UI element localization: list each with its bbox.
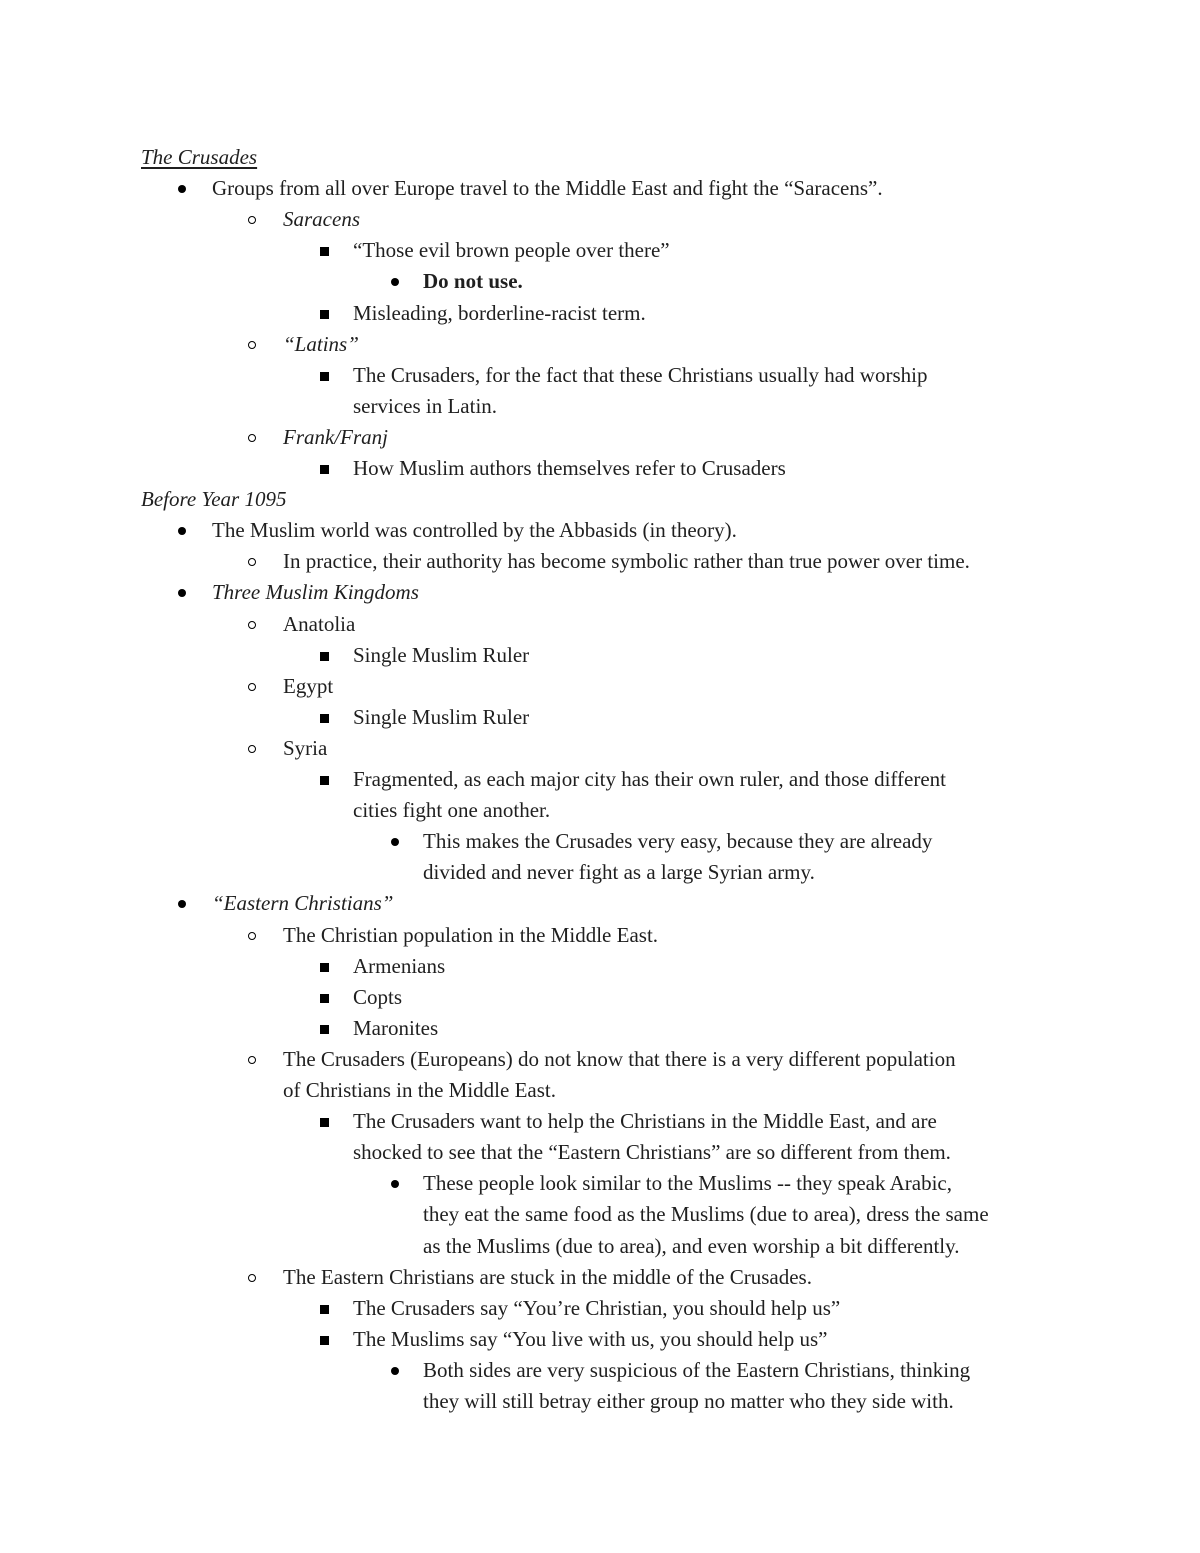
circle-bullet-icon [243, 1262, 263, 1293]
circle-bullet-icon [243, 546, 263, 577]
square-bullet-icon [314, 702, 334, 733]
item-text: as the Muslims (due to area), and even worship a bit differently. [423, 1233, 960, 1258]
item-text: The Crusaders want to help the Christians in the Middle East, and are [353, 1109, 937, 1134]
disc-bullet-icon [385, 1355, 405, 1386]
item-text: divided and never fight as a large Syrian army. [423, 860, 815, 885]
circle-bullet-icon [243, 329, 263, 360]
item-text: they will still betray either group no matter who they side with. [423, 1389, 954, 1413]
item-text: Misleading, borderline-racist term. [353, 300, 646, 325]
circle-bullet-icon [243, 920, 263, 951]
square-bullet-icon [314, 1013, 334, 1044]
square-bullet-icon [314, 453, 334, 484]
item-text: Egypt [283, 673, 334, 698]
item-text: In practice, their authority has become symbolic rather than true power over time. [283, 549, 970, 574]
item-text: Anatolia [283, 611, 356, 636]
item-text: services in Latin. [353, 393, 498, 418]
disc-bullet-icon [172, 515, 192, 546]
square-bullet-icon [314, 235, 334, 266]
square-bullet-icon [314, 640, 334, 671]
item-text: “Latins” [283, 331, 359, 356]
circle-bullet-icon [243, 671, 263, 702]
item-text: “Eastern Christians” [212, 891, 394, 916]
item-text: The Muslims say “You live with us, you should help us” [353, 1326, 828, 1351]
item-text: Both sides are very suspicious of the Eastern Christians, thinking [423, 1357, 971, 1382]
disc-bullet-icon [385, 826, 405, 857]
item-text: cities fight one another. [353, 798, 551, 823]
circle-bullet-icon [243, 609, 263, 640]
item-text: How Muslim authors themselves refer to Crusaders [353, 456, 786, 480]
square-bullet-icon [314, 951, 334, 982]
item-text: Copts [353, 984, 403, 1009]
square-bullet-icon [314, 1293, 334, 1324]
square-bullet-icon [314, 982, 334, 1013]
item-text: Before Year 1095 [141, 487, 287, 512]
item-text: The Crusaders (Europeans) do not know that there is a very different population [283, 1046, 956, 1071]
item-text: Three Muslim Kingdoms [212, 580, 419, 605]
item-text: The Crusaders say “You’re Christian, you should help us” [353, 1295, 841, 1320]
item-text: Single Muslim Ruler [353, 704, 530, 729]
item-text: shocked to see that the “Eastern Christians” are so different from them. [353, 1140, 951, 1165]
circle-bullet-icon [243, 733, 263, 764]
disc-bullet-icon [172, 888, 192, 919]
disc-bullet-icon [385, 1168, 405, 1199]
square-bullet-icon [314, 1324, 334, 1355]
item-text: The Crusades [141, 145, 258, 169]
item-text: The Eastern Christians are stuck in the middle of the Crusades. [283, 1264, 812, 1289]
circle-bullet-icon [243, 422, 263, 453]
item-text: Frank/Franj [283, 424, 388, 449]
item-text: The Crusaders, for the fact that these Christians usually had worship [353, 362, 928, 387]
square-bullet-icon [314, 764, 334, 795]
item-text: Groups from all over Europe travel to the Middle East and fight the “Saracens”. [212, 176, 883, 201]
square-bullet-icon [314, 298, 334, 329]
item-text: “Those evil brown people over there” [353, 238, 670, 263]
item-text: Fragmented, as each major city has their own ruler, and those different [353, 767, 946, 791]
circle-bullet-icon [243, 1044, 263, 1075]
item-text: This makes the Crusades very easy, because they are already [423, 829, 933, 854]
item-text: The Christian population in the Middle East. [283, 922, 659, 947]
item-text: Do not use. [423, 269, 523, 294]
item-text: Single Muslim Ruler [353, 642, 530, 667]
item-text: Syria [283, 735, 328, 760]
square-bullet-icon [314, 1106, 334, 1137]
item-text: Saracens [283, 207, 360, 232]
disc-bullet-icon [172, 173, 192, 204]
item-text: Armenians [353, 953, 446, 978]
item-text: These people look similar to the Muslims -- they speak Arabic, [423, 1171, 952, 1196]
disc-bullet-icon [172, 577, 192, 608]
item-text: The Muslim world was controlled by the Abbasids (in theory). [212, 518, 737, 543]
circle-bullet-icon [243, 204, 263, 235]
item-text: Maronites [353, 1015, 439, 1040]
square-bullet-icon [314, 360, 334, 391]
item-text: of Christians in the Middle East. [283, 1078, 556, 1102]
disc-bullet-icon [385, 266, 405, 297]
item-text: they eat the same food as the Muslims (due to area), dress the same [423, 1202, 989, 1227]
